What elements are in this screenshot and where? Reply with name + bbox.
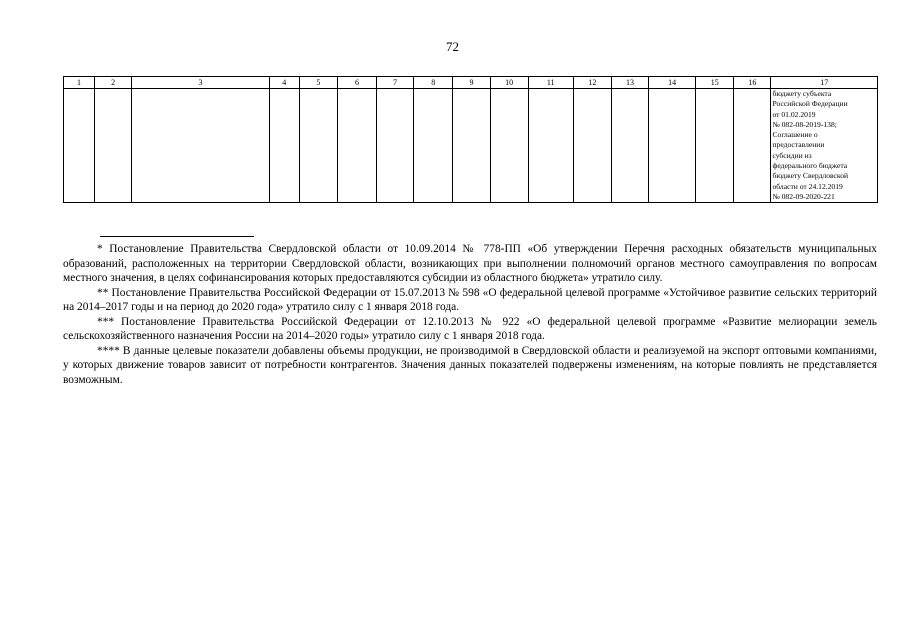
table-cell	[414, 89, 453, 203]
footnotes	[63, 242, 877, 387]
table-cell	[377, 89, 414, 203]
column-header: 11	[528, 77, 573, 89]
column-header: 10	[490, 77, 528, 89]
table-cell	[490, 89, 528, 203]
table-cell	[696, 89, 734, 203]
footnote-4: **** В данные целевые показатели добавлены объемы продукции, не производимой в Свердловской области и реализуемой на экспорт оптовыми компаниями, у которых движение товаров зависит от потребности контрагентов. Значения данных показателей подвержены изменениям, на которые повлиять не представляется возможным.	[63, 344, 877, 386]
table-row	[64, 89, 878, 203]
cell-line: федерального бюджета	[772, 161, 848, 171]
table-cell	[573, 89, 611, 203]
footnote-1: * Постановление Правительства Свердловской области от 10.09.2014 № 778-ПП «Об утверждении Перечня расходных обязательств муниципальных образований, расположенных на территории Свердловской области, возникающих при выполнении полномочий органов местного самоуправления по вопросам местного значения, в целях софинансирования которых предоставляются субсидии из областного бюджета» утратило силу.	[63, 243, 877, 284]
cell-line: бюджету субъекта	[772, 89, 832, 98]
cell-line: субсидии из	[772, 150, 812, 160]
cell-line: от 01.02.2019	[772, 109, 816, 119]
column-header: 9	[453, 77, 490, 89]
table-cell	[649, 89, 696, 203]
column-header: 1	[64, 77, 95, 89]
column-header: 7	[377, 77, 414, 89]
column-header: 16	[734, 77, 771, 89]
table-cell	[95, 89, 132, 203]
footnote-separator	[100, 236, 254, 237]
table-cell	[528, 89, 573, 203]
cell-line: № 082-08-2019-138;	[772, 119, 837, 129]
footnote-3: *** Постановление Правительства Российской Федерации от 12.10.2013 № 922 «О федеральной целевой программе «Развитие мелиорации земель сельскохозяйственного назначения России на 2014–2020 годы» утратило силу с 1 января 2018 года.	[63, 315, 877, 342]
column-header: 14	[649, 77, 696, 89]
table-cell	[132, 89, 270, 203]
column-header: 17	[771, 77, 878, 89]
table-cell	[734, 89, 771, 203]
cell-line: № 082-09-2020-221	[772, 191, 835, 201]
cell-line: предоставлении	[772, 140, 825, 150]
footnote-2: ** Постановление Правительства Российской Федерации от 15.07.2013 № 598 «О федеральной целевой программе «Устойчивое развитие сельских территорий на 2014–2017 годы и на период до 2020 года» утратило силу с 1 января 2018 года.	[63, 286, 877, 313]
table-cell	[269, 89, 299, 203]
cell-line: Российской Федерации	[772, 99, 848, 109]
table-cell	[299, 89, 337, 203]
data-table	[63, 76, 878, 203]
page-number: 72	[446, 39, 459, 54]
table-cell	[453, 89, 490, 203]
cell-line: бюджету Свердловской	[772, 171, 849, 181]
column-header: 12	[573, 77, 611, 89]
column-header: 8	[414, 77, 453, 89]
column-header: 6	[337, 77, 376, 89]
column-header: 4	[269, 77, 299, 89]
column-header: 3	[132, 77, 270, 89]
table-cell-details	[771, 89, 878, 203]
cell-line: области от 24.12.2019	[772, 181, 843, 191]
table-header-row	[64, 77, 878, 89]
table-cell	[64, 89, 95, 203]
table-cell	[611, 89, 648, 203]
column-header: 15	[696, 77, 734, 89]
column-header: 5	[299, 77, 337, 89]
column-header: 2	[95, 77, 132, 89]
cell-line: Соглашение о	[772, 130, 818, 140]
table-cell	[337, 89, 376, 203]
column-header: 13	[611, 77, 648, 89]
